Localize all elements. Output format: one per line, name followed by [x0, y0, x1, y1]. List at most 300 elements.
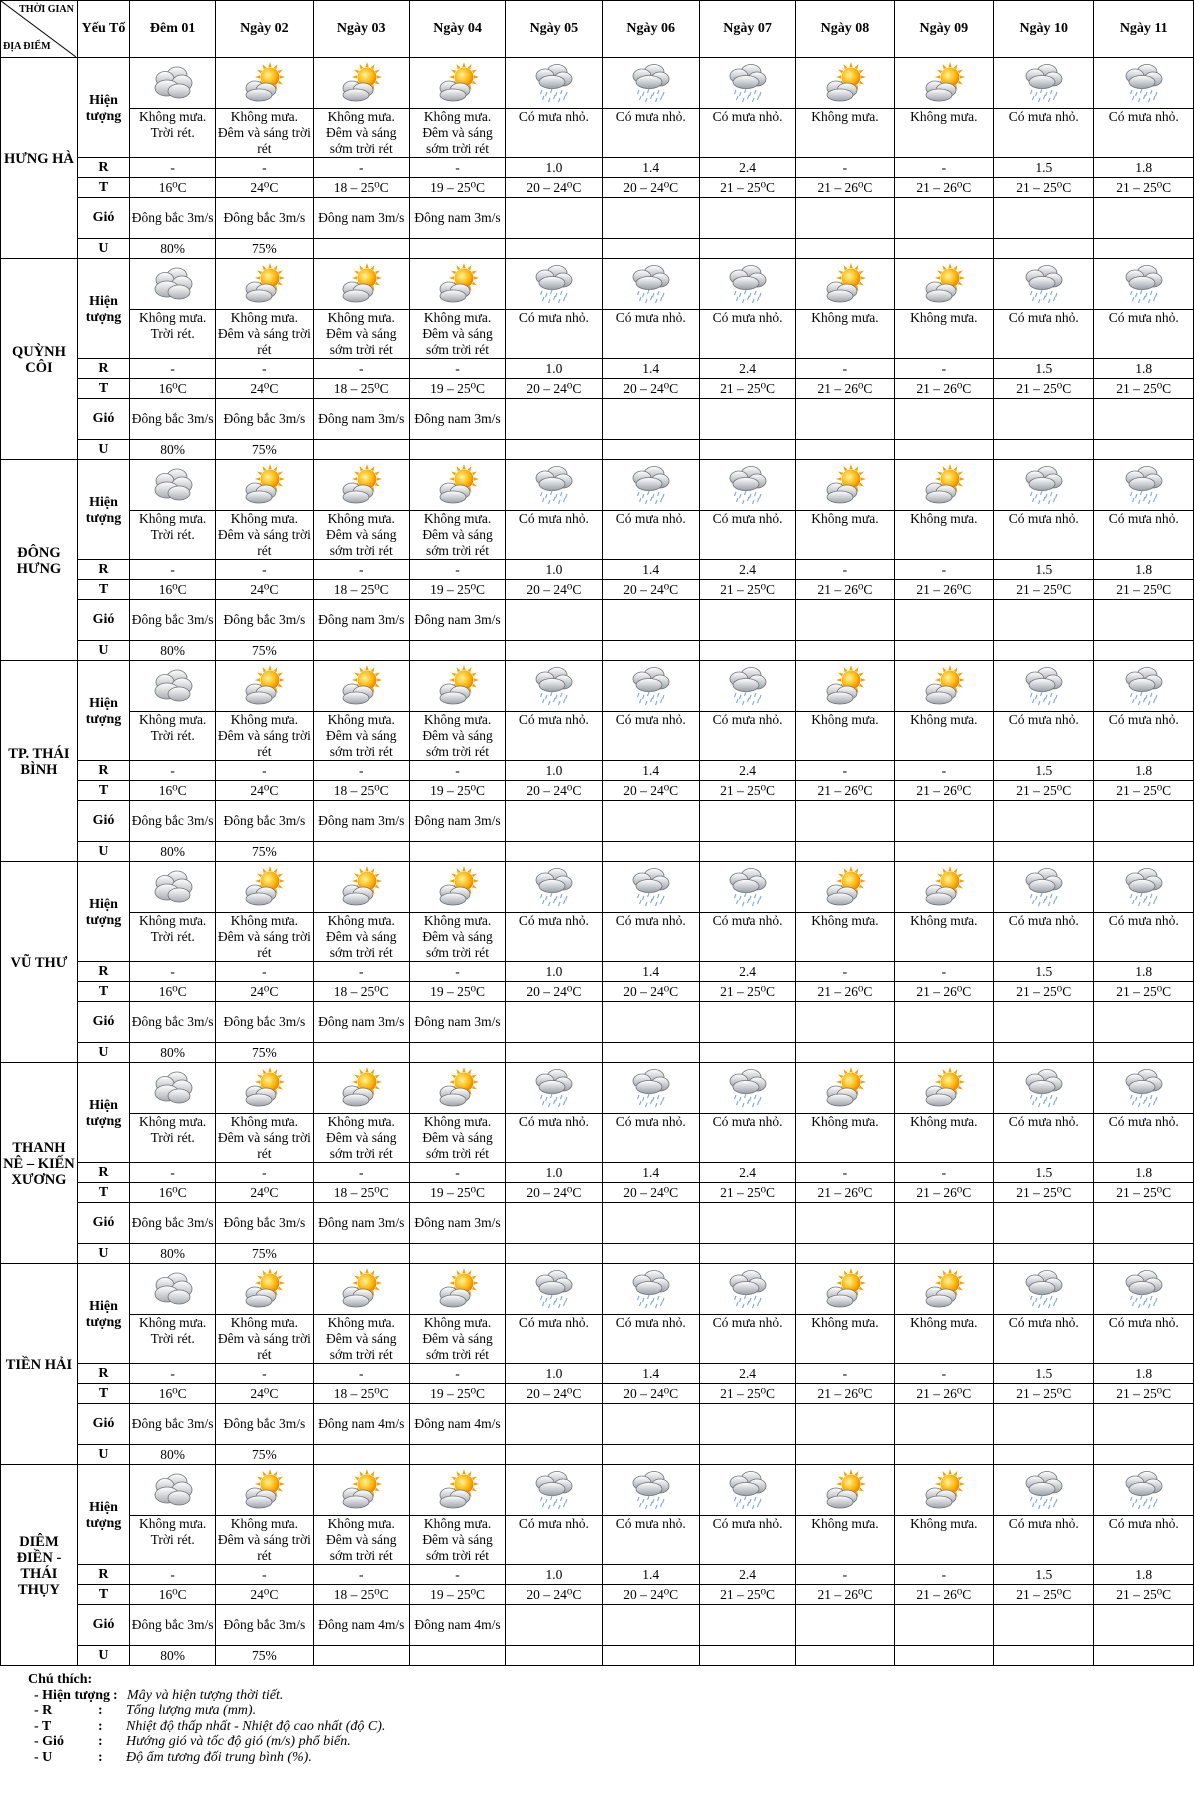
wind-value: Đông nam 4m/s	[409, 1404, 505, 1445]
temperature-value: 19 – 25⁰C	[409, 1585, 505, 1605]
weather-description: Không mưa. Trời rét.	[130, 109, 216, 158]
rain-value: -	[796, 761, 894, 781]
rain-cloud-icon	[629, 865, 673, 907]
rain-value: -	[894, 962, 993, 982]
wind-value	[602, 1605, 699, 1646]
weather-description: Không mưa.	[796, 1516, 894, 1565]
weather-description: Có mưa nhỏ.	[506, 109, 602, 158]
wind-value: Đông nam 3m/s	[313, 801, 409, 842]
weather-icon-cell	[216, 661, 313, 712]
phenomenon-label: Hiện tượng	[77, 1465, 129, 1565]
weather-icon-cell	[1094, 661, 1194, 712]
temperature-value: 24⁰C	[216, 1585, 313, 1605]
sun-cloud-icon	[339, 61, 383, 103]
rain-value: 1.5	[994, 1565, 1094, 1585]
temperature-value: 16⁰C	[130, 1585, 216, 1605]
weather-icon-cell	[994, 1264, 1094, 1315]
rain-cloud-icon	[726, 262, 770, 304]
rain-label: R	[77, 158, 129, 178]
sun-cloud-icon	[922, 1468, 966, 1510]
temperature-value: 21 – 25⁰C	[994, 1585, 1094, 1605]
rain-value: -	[894, 1163, 993, 1183]
humidity-label: U	[77, 842, 129, 862]
description-row	[1, 1516, 1194, 1565]
humidity-value	[699, 641, 795, 661]
legend-key: - Gió	[34, 1734, 64, 1750]
weather-description: Không mưa. Đêm và sáng trời rét	[216, 913, 313, 962]
weather-icon-cell	[1094, 259, 1194, 310]
humidity-value	[796, 641, 894, 661]
wind-value: Đông nam 3m/s	[313, 399, 409, 440]
humidity-value: 75%	[216, 641, 313, 661]
weather-description: Có mưa nhỏ.	[602, 310, 699, 359]
weather-icon-cell	[313, 1264, 409, 1315]
sun-cloud-icon	[823, 1267, 867, 1309]
weather-icon-cell	[216, 460, 313, 511]
rain-cloud-icon	[726, 664, 770, 706]
wind-value	[1094, 1203, 1194, 1244]
rain-cloud-icon	[532, 865, 576, 907]
temperature-row	[1, 1183, 1194, 1203]
weather-icon-cell	[994, 460, 1094, 511]
humidity-value	[994, 641, 1094, 661]
weather-description: Không mưa. Trời rét.	[130, 511, 216, 560]
temperature-value: 16⁰C	[130, 1183, 216, 1203]
humidity-label: U	[77, 1445, 129, 1465]
weather-description: Có mưa nhỏ.	[602, 511, 699, 560]
wind-value	[699, 1605, 795, 1646]
weather-description: Không mưa. Đêm và sáng sớm trời rét	[409, 109, 505, 158]
temperature-value: 24⁰C	[216, 982, 313, 1002]
temperature-value: 21 – 25⁰C	[699, 379, 795, 399]
wind-value	[796, 600, 894, 641]
day-header: Ngày 02	[216, 1, 313, 58]
wind-value	[1094, 1605, 1194, 1646]
phenomenon-label: Hiện tượng	[77, 1264, 129, 1364]
temperature-value: 24⁰C	[216, 781, 313, 801]
legend-value: Mây và hiện tượng thời tiết.	[127, 1687, 284, 1703]
temperature-row	[1, 1384, 1194, 1404]
weather-description: Không mưa. Đêm và sáng sớm trời rét	[409, 1114, 505, 1163]
rain-cloud-icon	[726, 1066, 770, 1108]
wind-row	[1, 399, 1194, 440]
temperature-value: 16⁰C	[130, 178, 216, 198]
weather-description: Không mưa.	[894, 1315, 993, 1364]
weather-description: Có mưa nhỏ.	[1094, 712, 1194, 761]
humidity-value: 80%	[130, 1646, 216, 1666]
wind-value: Đông bắc 3m/s	[216, 600, 313, 641]
weather-icon-cell	[409, 1063, 505, 1114]
rain-cloud-icon	[629, 262, 673, 304]
humidity-value	[994, 440, 1094, 460]
weather-description: Không mưa. Đêm và sáng trời rét	[216, 1516, 313, 1565]
weather-icon-cell	[506, 58, 602, 109]
humidity-value	[602, 239, 699, 259]
humidity-value	[699, 440, 795, 460]
humidity-row	[1, 239, 1194, 259]
humidity-value: 75%	[216, 1646, 313, 1666]
temperature-value: 21 – 25⁰C	[994, 781, 1094, 801]
rain-cloud-icon	[629, 1066, 673, 1108]
wind-value	[506, 399, 602, 440]
humidity-value	[313, 1043, 409, 1063]
wind-value: Đông nam 4m/s	[313, 1404, 409, 1445]
humidity-value	[313, 1244, 409, 1264]
weather-description: Không mưa. Đêm và sáng sớm trời rét	[409, 913, 505, 962]
legend-key: - R	[34, 1703, 53, 1719]
rain-value: -	[313, 761, 409, 781]
wind-value	[1094, 801, 1194, 842]
legend-item	[28, 1688, 1194, 1704]
rain-cloud-icon	[726, 463, 770, 505]
humidity-label: U	[77, 1646, 129, 1666]
humidity-value: 80%	[130, 1244, 216, 1264]
temperature-value: 21 – 25⁰C	[699, 1384, 795, 1404]
rain-value: -	[313, 1163, 409, 1183]
humidity-value	[699, 1244, 795, 1264]
weather-description: Không mưa.	[796, 511, 894, 560]
weather-description: Không mưa. Đêm và sáng sớm trời rét	[409, 1516, 505, 1565]
weather-icon-cell	[602, 1465, 699, 1516]
weather-description: Có mưa nhỏ.	[994, 511, 1094, 560]
wind-value	[699, 1404, 795, 1445]
wind-value	[796, 1002, 894, 1043]
day-header: Ngày 05	[506, 1, 602, 58]
temperature-value: 21 – 25⁰C	[994, 580, 1094, 600]
weather-description: Không mưa. Đêm và sáng sớm trời rét	[313, 109, 409, 158]
day-header: Ngày 08	[796, 1, 894, 58]
temperature-value: 21 – 25⁰C	[1094, 178, 1194, 198]
humidity-value	[506, 1445, 602, 1465]
legend-item	[28, 1719, 1194, 1735]
humidity-value	[313, 641, 409, 661]
wind-value	[894, 1203, 993, 1244]
weather-icon-cell	[313, 1063, 409, 1114]
temperature-value: 21 – 26⁰C	[894, 580, 993, 600]
rain-value: -	[216, 359, 313, 379]
rain-value: -	[796, 560, 894, 580]
sun-cloud-icon	[436, 1066, 480, 1108]
weather-description: Không mưa. Đêm và sáng sớm trời rét	[409, 310, 505, 359]
weather-description: Có mưa nhỏ.	[994, 310, 1094, 359]
sun-cloud-icon	[823, 1066, 867, 1108]
sun-cloud-icon	[242, 1267, 286, 1309]
temperature-value: 19 – 25⁰C	[409, 580, 505, 600]
rain-value: 1.8	[1094, 1565, 1194, 1585]
rain-cloud-icon	[1022, 61, 1066, 103]
wind-label: Gió	[77, 1404, 129, 1445]
humidity-value: 75%	[216, 1445, 313, 1465]
sun-cloud-icon	[922, 262, 966, 304]
humidity-value	[313, 1445, 409, 1465]
wind-value: Đông nam 3m/s	[313, 1203, 409, 1244]
temperature-row	[1, 1585, 1194, 1605]
sun-cloud-icon	[242, 463, 286, 505]
sun-cloud-icon	[436, 1468, 480, 1510]
rain-value: -	[894, 359, 993, 379]
sun-cloud-icon	[436, 61, 480, 103]
humidity-value: 75%	[216, 239, 313, 259]
temperature-value: 21 – 26⁰C	[894, 781, 993, 801]
phenomenon-label: Hiện tượng	[77, 1063, 129, 1163]
wind-value	[602, 600, 699, 641]
rain-value: -	[130, 1364, 216, 1384]
wind-value	[994, 1203, 1094, 1244]
cloud-icon	[151, 664, 195, 706]
wind-value: Đông bắc 3m/s	[130, 801, 216, 842]
description-row	[1, 1114, 1194, 1163]
weather-description: Không mưa.	[894, 310, 993, 359]
weather-icon-cell	[506, 1465, 602, 1516]
rain-value: -	[130, 962, 216, 982]
rain-value: 2.4	[699, 1364, 795, 1384]
weather-icon-cell	[313, 460, 409, 511]
humidity-label: U	[77, 440, 129, 460]
rain-value: -	[313, 560, 409, 580]
wind-value: Đông nam 3m/s	[313, 600, 409, 641]
rain-value: -	[216, 560, 313, 580]
humidity-value: 80%	[130, 842, 216, 862]
humidity-value	[602, 1445, 699, 1465]
temperature-value: 24⁰C	[216, 1183, 313, 1203]
weather-description: Có mưa nhỏ.	[506, 1516, 602, 1565]
humidity-value	[994, 842, 1094, 862]
humidity-value: 75%	[216, 842, 313, 862]
humidity-value	[409, 1043, 505, 1063]
temperature-value: 18 – 25⁰C	[313, 580, 409, 600]
weather-description: Không mưa. Trời rét.	[130, 1114, 216, 1163]
rain-value: -	[216, 1565, 313, 1585]
rain-value: 2.4	[699, 962, 795, 982]
weather-icon-cell	[1094, 460, 1194, 511]
rain-value: -	[313, 359, 409, 379]
wind-label: Gió	[77, 1605, 129, 1646]
sun-cloud-icon	[242, 1066, 286, 1108]
weather-description: Không mưa.	[894, 1114, 993, 1163]
temperature-value: 19 – 25⁰C	[409, 982, 505, 1002]
humidity-value	[313, 842, 409, 862]
humidity-value	[602, 641, 699, 661]
weather-icon-cell	[994, 1063, 1094, 1114]
rain-value: 2.4	[699, 359, 795, 379]
weather-description: Không mưa. Đêm và sáng sớm trời rét	[313, 1114, 409, 1163]
wind-value	[796, 198, 894, 239]
humidity-value	[506, 440, 602, 460]
weather-description: Có mưa nhỏ.	[994, 1315, 1094, 1364]
legend-key: - Hiện tượng	[34, 1687, 111, 1703]
rain-row	[1, 962, 1194, 982]
location-name: VŨ THƯ	[1, 862, 78, 1063]
temperature-value: 20 – 24⁰C	[602, 1585, 699, 1605]
temperature-value: 19 – 25⁰C	[409, 178, 505, 198]
rain-cloud-icon	[726, 1267, 770, 1309]
wind-row	[1, 1203, 1194, 1244]
humidity-value	[994, 1244, 1094, 1264]
humidity-label: U	[77, 1043, 129, 1063]
temperature-value: 20 – 24⁰C	[602, 178, 699, 198]
temperature-value: 21 – 26⁰C	[796, 178, 894, 198]
sun-cloud-icon	[339, 262, 383, 304]
rain-cloud-icon	[532, 664, 576, 706]
wind-value	[506, 801, 602, 842]
legend-title: Chú thích:	[28, 1672, 93, 1687]
wind-label: Gió	[77, 1203, 129, 1244]
weather-icon-cell	[1094, 862, 1194, 913]
rain-value: -	[130, 158, 216, 178]
wind-value: Đông bắc 3m/s	[216, 1605, 313, 1646]
legend-key: - U	[34, 1749, 53, 1765]
rain-value: 1.5	[994, 158, 1094, 178]
phenomenon-label: Hiện tượng	[77, 862, 129, 962]
legend-item	[28, 1750, 1194, 1766]
wind-value	[994, 198, 1094, 239]
cloud-icon	[151, 463, 195, 505]
temperature-value: 21 – 25⁰C	[699, 781, 795, 801]
weather-icon-cell	[699, 1465, 795, 1516]
weather-icon-cell	[994, 862, 1094, 913]
wind-row	[1, 1002, 1194, 1043]
legend-value: Tổng lượng mưa (mm).	[126, 1703, 257, 1719]
rain-cloud-icon	[1122, 1066, 1166, 1108]
rain-row	[1, 560, 1194, 580]
humidity-value	[796, 440, 894, 460]
humidity-value	[1094, 842, 1194, 862]
temperature-value: 20 – 24⁰C	[602, 982, 699, 1002]
sun-cloud-icon	[922, 463, 966, 505]
sun-cloud-icon	[339, 1066, 383, 1108]
humidity-value	[506, 641, 602, 661]
wind-value	[796, 801, 894, 842]
temperature-value: 19 – 25⁰C	[409, 1183, 505, 1203]
weather-description: Có mưa nhỏ.	[1094, 310, 1194, 359]
sun-cloud-icon	[242, 1468, 286, 1510]
weather-description: Có mưa nhỏ.	[1094, 913, 1194, 962]
humidity-row	[1, 641, 1194, 661]
rain-label: R	[77, 1565, 129, 1585]
weather-icon-cell	[602, 862, 699, 913]
temperature-row	[1, 178, 1194, 198]
weather-description: Không mưa. Đêm và sáng sớm trời rét	[313, 913, 409, 962]
wind-value	[994, 600, 1094, 641]
temperature-value: 21 – 25⁰C	[1094, 1585, 1194, 1605]
humidity-value	[409, 1646, 505, 1666]
humidity-value	[602, 1244, 699, 1264]
humidity-value	[409, 440, 505, 460]
rain-cloud-icon	[1022, 463, 1066, 505]
weather-icon-cell	[796, 661, 894, 712]
weather-description: Có mưa nhỏ.	[699, 913, 795, 962]
humidity-value	[699, 842, 795, 862]
rain-value: 2.4	[699, 158, 795, 178]
wind-value: Đông nam 3m/s	[409, 198, 505, 239]
humidity-value	[409, 842, 505, 862]
humidity-label: U	[77, 1244, 129, 1264]
weather-description: Có mưa nhỏ.	[994, 712, 1094, 761]
wind-row	[1, 801, 1194, 842]
temperature-value: 21 – 25⁰C	[699, 1585, 795, 1605]
location-name: HƯNG HÀ	[1, 58, 78, 259]
rain-cloud-icon	[1022, 865, 1066, 907]
weather-icon-cell	[313, 1465, 409, 1516]
rain-cloud-icon	[629, 664, 673, 706]
cloud-icon	[151, 1468, 195, 1510]
temperature-value: 16⁰C	[130, 580, 216, 600]
sun-cloud-icon	[339, 1267, 383, 1309]
weather-description: Có mưa nhỏ.	[506, 1114, 602, 1163]
weather-icon-cell	[602, 58, 699, 109]
legend-value: Hướng gió và tốc độ gió (m/s) phổ biến.	[126, 1734, 351, 1750]
weather-icon-cell	[1094, 58, 1194, 109]
humidity-value	[602, 1646, 699, 1666]
corner-time-label: THỜI GIAN	[19, 4, 74, 15]
weather-description: Không mưa. Đêm và sáng sớm trời rét	[409, 1315, 505, 1364]
rain-value: -	[409, 158, 505, 178]
humidity-value	[409, 1445, 505, 1465]
temperature-value: 18 – 25⁰C	[313, 1585, 409, 1605]
temperature-value: 21 – 26⁰C	[796, 379, 894, 399]
rain-value: 1.0	[506, 560, 602, 580]
weather-icon-cell	[602, 259, 699, 310]
wind-value	[796, 1203, 894, 1244]
wind-value	[699, 600, 795, 641]
rain-value: 1.5	[994, 761, 1094, 781]
temperature-value: 21 – 26⁰C	[796, 580, 894, 600]
weather-icon-cell	[130, 1465, 216, 1516]
rain-value: 1.8	[1094, 560, 1194, 580]
cloud-icon	[151, 61, 195, 103]
humidity-value	[1094, 239, 1194, 259]
wind-value	[1094, 198, 1194, 239]
weather-icon-cell	[796, 1465, 894, 1516]
weather-icon-cell	[506, 1264, 602, 1315]
wind-value	[994, 1002, 1094, 1043]
rain-value: -	[130, 359, 216, 379]
sun-cloud-icon	[922, 664, 966, 706]
rain-value: -	[216, 1364, 313, 1384]
description-row	[1, 310, 1194, 359]
weather-icon-cell	[1094, 1264, 1194, 1315]
sun-cloud-icon	[242, 262, 286, 304]
rain-cloud-icon	[532, 262, 576, 304]
humidity-value	[506, 1646, 602, 1666]
humidity-value	[894, 1043, 993, 1063]
weather-icon-cell	[602, 1264, 699, 1315]
temperature-value: 21 – 25⁰C	[699, 580, 795, 600]
wind-value	[994, 801, 1094, 842]
sun-cloud-icon	[339, 664, 383, 706]
weather-description: Có mưa nhỏ.	[699, 310, 795, 359]
rain-value: -	[409, 560, 505, 580]
temperature-value: 24⁰C	[216, 1384, 313, 1404]
wind-value: Đông bắc 3m/s	[130, 1404, 216, 1445]
weather-icon-cell	[894, 1465, 993, 1516]
phenomenon-label: Hiện tượng	[77, 259, 129, 359]
weather-description: Không mưa.	[796, 1315, 894, 1364]
weather-description: Không mưa.	[796, 712, 894, 761]
weather-icon-cell	[894, 1264, 993, 1315]
weather-icon-cell	[699, 1063, 795, 1114]
description-row	[1, 913, 1194, 962]
weather-icon-cell	[796, 862, 894, 913]
temperature-value: 20 – 24⁰C	[506, 178, 602, 198]
humidity-value	[1094, 1445, 1194, 1465]
rain-value: -	[216, 962, 313, 982]
sun-cloud-icon	[823, 664, 867, 706]
rain-cloud-icon	[532, 1267, 576, 1309]
wind-value	[699, 1002, 795, 1043]
rain-value: -	[313, 1565, 409, 1585]
weather-icon-cell	[894, 58, 993, 109]
